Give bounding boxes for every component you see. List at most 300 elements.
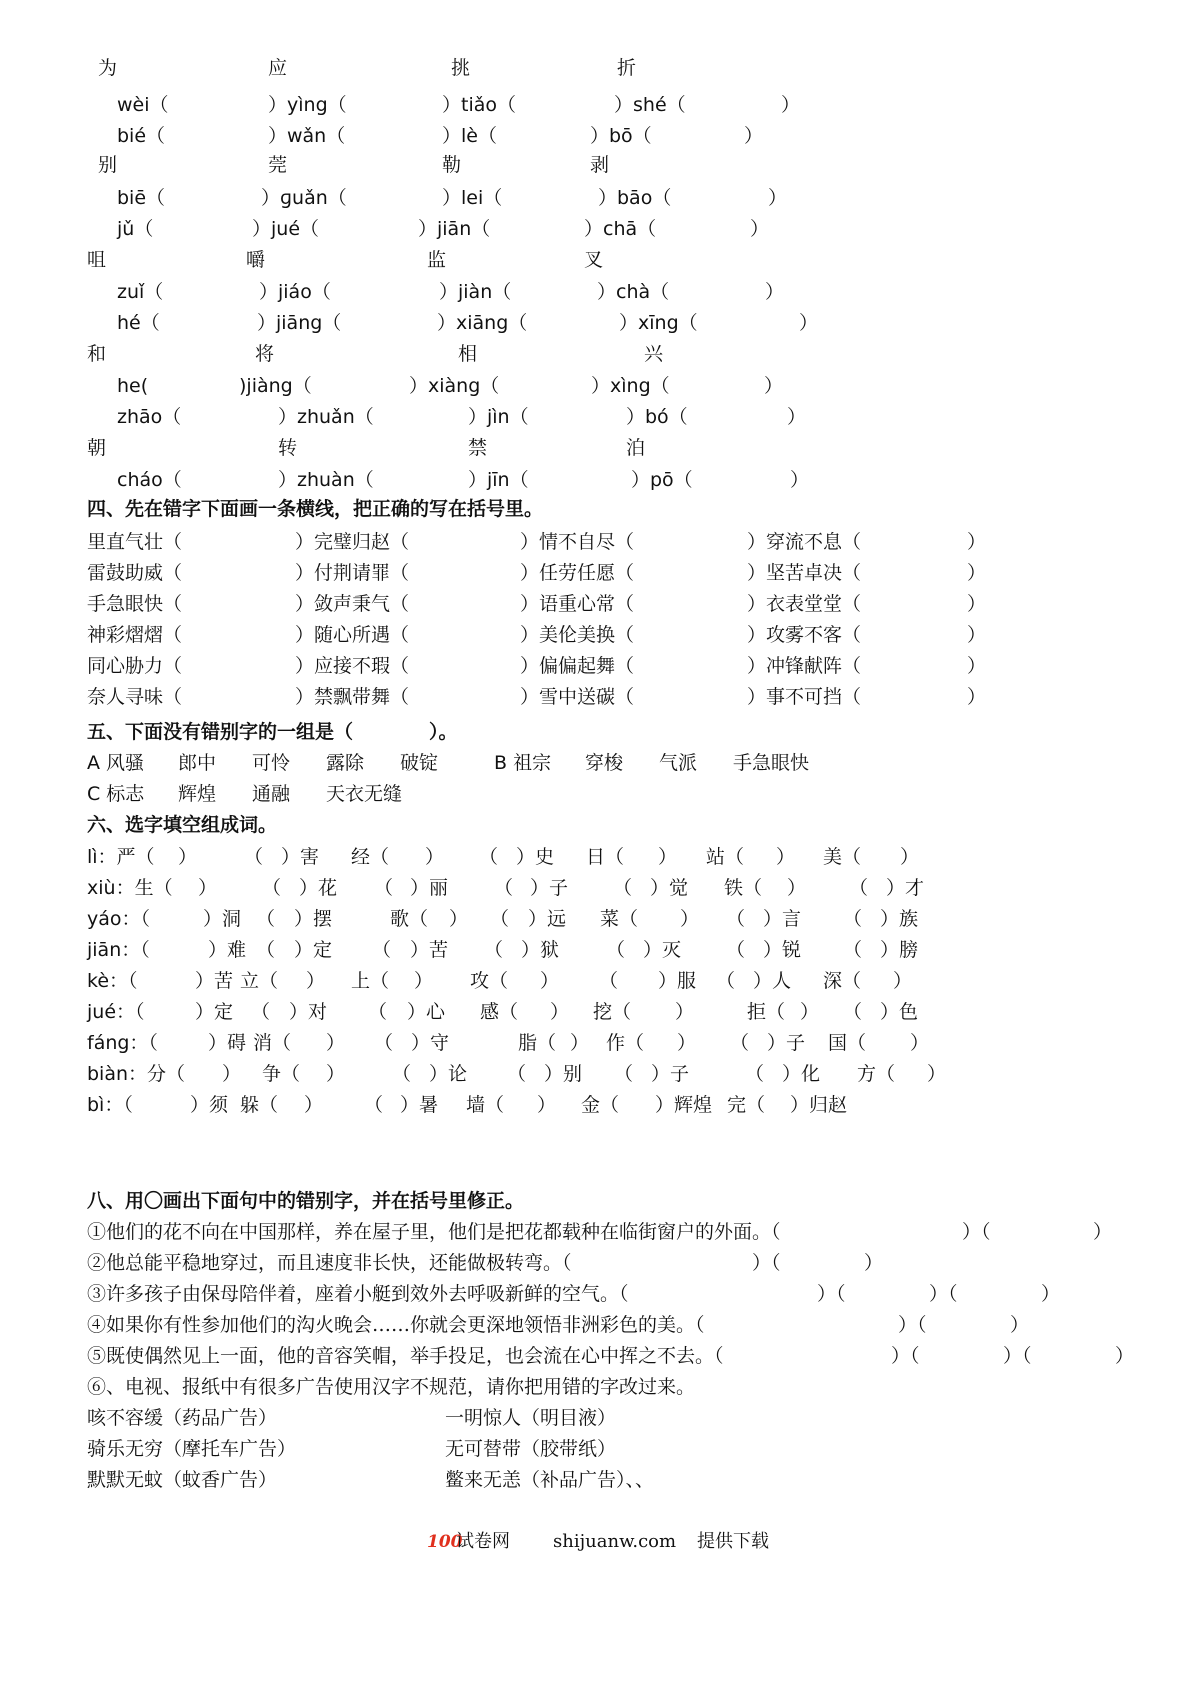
section-heading [0, 717, 1191, 747]
fill-cell: ） [537, 1094, 557, 1116]
pinyin-row [0, 277, 1191, 307]
pinyin-option: ）bō（ [590, 125, 652, 147]
char-label: 泊 [626, 437, 646, 459]
fill-cell: ） [222, 1063, 242, 1085]
sentence-part: ）（ [752, 1252, 781, 1274]
fill-cell: 菜（ [600, 908, 639, 930]
fill-cell: ）苦 [410, 939, 449, 961]
fill-cell: 完（ [727, 1094, 766, 1116]
fill-cell: 上（ [351, 970, 390, 992]
pinyin-option: ）xiāng（ [437, 312, 528, 334]
fill-cell: ）人 [753, 970, 792, 992]
fill-cell: ）守 [411, 1032, 450, 1054]
pinyin-option: ）jué（ [252, 218, 320, 240]
fill-cell: ）心 [407, 1001, 446, 1023]
pinyin-option: ）ɡuǎn（ [261, 187, 347, 209]
pinyin-option: ） [768, 187, 788, 209]
fill-cell: （ [730, 1032, 750, 1054]
fill-cell: ）言 [763, 908, 802, 930]
fill-cell: ）论 [429, 1063, 468, 1085]
word: 露除 [326, 752, 365, 774]
fill-cell: 经（ [351, 846, 390, 868]
idiom-cell: ）任劳任愿（ [520, 562, 635, 584]
fill-row [0, 842, 1191, 872]
char-label: 别 [98, 154, 118, 176]
pinyin-option: ） [799, 312, 819, 334]
pinyin-row [0, 465, 1191, 495]
fill-cell: ）定 [294, 939, 333, 961]
fill-cell: （ [368, 1001, 388, 1023]
idiom-cell: ） [967, 624, 987, 646]
download-note: 提供下载 [697, 1531, 769, 1552]
fill-cell: 争（ [262, 1063, 301, 1085]
section4-heading: 四、先在错字下面画一条横线，把正确的写在括号里。 [87, 498, 544, 520]
pinyin-option: )jiàng（ [239, 375, 312, 397]
fill-cell: ） [414, 970, 434, 992]
fill-cell: ）难 [208, 939, 247, 961]
sentence-row [0, 1310, 1191, 1340]
fill-cell: （ [716, 970, 736, 992]
sentence-part: ） [864, 1252, 884, 1274]
char-label: 转 [278, 437, 298, 459]
fill-cell: （ [606, 939, 626, 961]
page-footer [0, 1527, 1191, 1557]
pinyin-option: ）yìng（ [268, 94, 347, 116]
fill-cell: 立（ [240, 970, 279, 992]
option-c-label: C 标志 [87, 783, 145, 805]
char-label: 应 [268, 57, 288, 79]
pinyin-option: ）jiáo（ [259, 281, 331, 303]
pinyin-row [0, 121, 1191, 151]
section-heading [0, 1186, 1191, 1216]
fill-cell: （ [479, 846, 499, 868]
fill-cell: ）子 [651, 1063, 690, 1085]
fill-cell: 拒（ [747, 1001, 786, 1023]
fill-row [0, 966, 1191, 996]
fill-cell: ） [198, 877, 218, 899]
pinyin-option: ）jiàn（ [439, 281, 512, 303]
char-label: 将 [255, 343, 275, 365]
fill-row [0, 1090, 1191, 1120]
pinyin-option: he( [117, 375, 149, 397]
idiom-cell: 雷鼓助威（ [87, 562, 183, 584]
pinyin-option: biē（ [117, 187, 166, 209]
char-label: 莞 [268, 154, 288, 176]
pinyin-option: ）shé（ [614, 94, 686, 116]
idiom-row [0, 620, 1191, 650]
fill-cell: （ [372, 939, 392, 961]
fill-cell: （ [494, 877, 514, 899]
pinyin-option: ）zhuàn（ [278, 469, 374, 491]
fill-cell: （ [613, 877, 633, 899]
fill-cell: 铁（ [724, 877, 763, 899]
fill-cell: ）苦 [195, 970, 234, 992]
pinyin-option: ）chā（ [584, 218, 657, 240]
idiom-cell: ）坚苦卓决（ [747, 562, 862, 584]
char-label: 剥 [590, 154, 610, 176]
word: 手急眼快 [733, 752, 810, 774]
word: 辉煌 [178, 783, 217, 805]
option-a-label: A 风骚 [87, 752, 145, 774]
fill-cell: （ [374, 877, 394, 899]
char-row [0, 53, 1191, 83]
fill-row [0, 997, 1191, 1027]
fill-cell: ）洞 [203, 908, 242, 930]
char-row [0, 433, 1191, 463]
sentence-part: ）（ [929, 1283, 958, 1305]
idiom-cell: 同心胁力（ [87, 655, 183, 677]
idiom-cell: ）事不可挡（ [747, 686, 862, 708]
fill-cell: （ [599, 970, 619, 992]
pinyin-option: ）bāo（ [598, 187, 672, 209]
char-label: 为 [98, 57, 118, 79]
fill-cell: ） [680, 908, 700, 930]
section5-heading: 五、下面没有错别字的一组是（ ）。 [87, 721, 458, 743]
fill-cell: ）害 [281, 846, 320, 868]
idiom-cell: ）禁飘带舞（ [295, 686, 410, 708]
pinyin-option: ）lè（ [442, 125, 497, 147]
idiom-cell: ）完璧归赵（ [295, 531, 410, 553]
fill-cell: ） [927, 1063, 947, 1085]
fill-cell: ）子 [767, 1032, 806, 1054]
char-label: 咀 [87, 249, 107, 271]
idiom-cell: ）情不自尽（ [520, 531, 635, 553]
pinyin-option: ）wǎn（ [268, 125, 346, 147]
fill-cell: （ [614, 1063, 634, 1085]
sentence-part: ） [1093, 1221, 1113, 1243]
sentence-part: ⑤既使偶然见上一面，他的音容笑帽，举手投足，也会流在心中挥之不去。（ [87, 1345, 724, 1367]
fill-cell: ）归赵 [790, 1094, 848, 1116]
pinyin-option: wèi（ [117, 94, 169, 116]
pinyin-row [0, 90, 1191, 120]
fill-cell: ）色 [880, 1001, 919, 1023]
fill-cell: ） [787, 877, 807, 899]
char-label: 叉 [584, 249, 604, 271]
fill-cell: （ [843, 908, 863, 930]
fill-cell: ）才 [886, 877, 925, 899]
fill-cell: （ [745, 1063, 765, 1085]
fill-cell: （ [843, 939, 863, 961]
fill-cell: ）暑 [400, 1094, 439, 1116]
fill-cell: （ [849, 877, 869, 899]
fill-cell: lì：严（ [87, 846, 155, 868]
ad-row [0, 1403, 1191, 1433]
pinyin-row [0, 371, 1191, 401]
sentence-part: ）（ [817, 1283, 846, 1305]
fill-cell: （ [256, 908, 276, 930]
idiom-cell: ）穿流不息（ [747, 531, 862, 553]
char-row [0, 150, 1191, 180]
idiom-cell: ）雪中送碳（ [520, 686, 635, 708]
idiom-cell: 手急眼快（ [87, 593, 183, 615]
fill-cell: （ [507, 1063, 527, 1085]
char-label: 挑 [451, 57, 471, 79]
fill-cell: ） [550, 1001, 570, 1023]
pinyin-row [0, 308, 1191, 338]
fill-cell: ） [326, 1032, 346, 1054]
sentence-part: ）（ [891, 1345, 920, 1367]
pinyin-option: zhāo（ [117, 406, 182, 428]
idiom-cell: ） [967, 593, 987, 615]
pinyin-option: zuǐ（ [117, 281, 164, 303]
pinyin-option: ） [750, 218, 770, 240]
pinyin-option: ） [781, 94, 801, 116]
idiom-cell: ）随心所遇（ [295, 624, 410, 646]
sentence-part: ） [1010, 1314, 1030, 1336]
char-label: 折 [617, 57, 637, 79]
idiom-cell: ） [967, 686, 987, 708]
fill-cell: ） [800, 1001, 820, 1023]
word: 天衣无缝 [326, 783, 403, 805]
fill-cell: 金（ [581, 1094, 620, 1116]
idiom-cell: ）攻雾不客（ [747, 624, 862, 646]
fill-row [0, 935, 1191, 965]
fill-cell: （ [490, 908, 510, 930]
pinyin-option: hé（ [117, 312, 160, 334]
pinyin-option: ）xìng（ [591, 375, 670, 397]
fill-cell: 日（ [586, 846, 625, 868]
fill-cell: 脂（ [518, 1032, 557, 1054]
idiom-cell: ）衣表堂堂（ [747, 593, 862, 615]
pinyin-option: ）bó（ [626, 406, 688, 428]
pinyin-option: ）tiǎo（ [442, 94, 516, 116]
idiom-cell: 奈人寻味（ [87, 686, 183, 708]
fill-cell: ）服 [658, 970, 697, 992]
char-label: 朝 [87, 437, 107, 459]
char-label: 监 [427, 249, 447, 271]
char-label: 和 [87, 343, 107, 365]
fill-cell: （ [262, 877, 282, 899]
word: 破锭 [400, 752, 439, 774]
fill-cell: ） [178, 846, 198, 868]
pinyin-option: cháo（ [117, 469, 182, 491]
ad-text: 骑乐无穷（摩托车广告） [87, 1438, 297, 1460]
fill-cell: ）子 [530, 877, 569, 899]
fill-cell: ）狱 [521, 939, 560, 961]
idiom-cell: 神彩熠熠（ [87, 624, 183, 646]
fill-cell: 国（ [828, 1032, 867, 1054]
fill-cell: biàn：分（ [87, 1063, 186, 1085]
sentence-part: ） [1115, 1345, 1135, 1367]
fill-cell: ）远 [528, 908, 567, 930]
fill-cell: ） [306, 970, 326, 992]
fill-cell: ）锐 [763, 939, 802, 961]
fill-cell: fáng：（ [87, 1032, 158, 1054]
char-row [0, 245, 1191, 275]
idiom-cell: ） [967, 531, 987, 553]
char-row [0, 339, 1191, 369]
pinyin-option: ）chà（ [597, 281, 670, 303]
fill-cell: 深（ [823, 970, 862, 992]
fill-cell: ）对 [289, 1001, 328, 1023]
fill-cell: ）辉煌 [655, 1094, 713, 1116]
char-label: 兴 [644, 343, 664, 365]
sentence-row [0, 1341, 1191, 1371]
pinyin-option: ）pō（ [631, 469, 693, 491]
fill-cell: ）膀 [880, 939, 919, 961]
ad-text: 咳不容缓（药品广告） [87, 1407, 278, 1429]
sentence-part: ） [1041, 1283, 1061, 1305]
fill-cell: ） [776, 846, 796, 868]
fill-cell: ） [449, 908, 469, 930]
idiom-cell: ）应接不瑕（ [295, 655, 410, 677]
fill-cell: （ [256, 939, 276, 961]
sentence-row [0, 1248, 1191, 1278]
fill-cell: ）别 [544, 1063, 583, 1085]
pinyin-option: ） [790, 469, 810, 491]
fill-cell: ）化 [782, 1063, 821, 1085]
pinyin-row [0, 183, 1191, 213]
idiom-cell: ）偏偏起舞（ [520, 655, 635, 677]
idiom-row [0, 589, 1191, 619]
idiom-row [0, 682, 1191, 712]
fill-cell: （ [392, 1063, 412, 1085]
section-heading [0, 494, 1191, 524]
fill-cell: ） [677, 1032, 697, 1054]
sentence-part: ）（ [1003, 1345, 1032, 1367]
pinyin-row [0, 402, 1191, 432]
pinyin-option: ）zhuǎn（ [278, 406, 374, 428]
ad-text: 无可替带（胶带纸） [445, 1438, 617, 1460]
sentence-part: ④如果你有性参加他们的沟火晚会……你就会更深地领悟非洲彩色的美。（ [87, 1314, 705, 1336]
option-row [0, 748, 1191, 778]
fill-cell: 歌（ [390, 908, 429, 930]
word: 郎中 [178, 752, 217, 774]
fill-cell: ） [675, 1001, 695, 1023]
pinyin-option: ）lei（ [442, 187, 503, 209]
fill-cell: jiān：（ [87, 939, 150, 961]
idiom-cell: ）敛声秉气（ [295, 593, 410, 615]
fill-cell: ） [304, 1094, 324, 1116]
fill-cell: （ [364, 1094, 384, 1116]
fill-cell: （ [726, 908, 746, 930]
fill-cell: （ [374, 1032, 394, 1054]
fill-cell: bì：（ [87, 1094, 133, 1116]
fill-cell: ）丽 [410, 877, 449, 899]
fill-cell: 躲（ [240, 1094, 279, 1116]
section8-heading: 八、用〇画出下面句中的错别字，并在括号里修正。 [87, 1190, 525, 1212]
sentence-row [0, 1217, 1191, 1247]
fill-cell: 方（ [857, 1063, 896, 1085]
pinyin-option: bié（ [117, 125, 166, 147]
fill-cell: （ [244, 846, 264, 868]
sentence-part: ②他总能平稳地穿过，而且速度非长快，还能做极转弯。（ [87, 1252, 572, 1274]
idiom-cell: ）冲锋献阵（ [747, 655, 862, 677]
fill-cell: yáo：（ [87, 908, 151, 930]
fill-cell: 感（ [480, 1001, 519, 1023]
section6-heading: 六、选字填空组成词。 [87, 814, 278, 836]
fill-cell: ）灭 [643, 939, 682, 961]
word: 通融 [252, 783, 291, 805]
fill-row [0, 904, 1191, 934]
sentence-part: ）（ [898, 1314, 927, 1336]
idiom-cell: ）美伦美换（ [520, 624, 635, 646]
fill-cell: ） [540, 970, 560, 992]
char-label: 勒 [442, 154, 462, 176]
pinyin-option: ） [765, 281, 785, 303]
fill-cell: ）摆 [294, 908, 333, 930]
char-label: 相 [458, 343, 478, 365]
fill-cell: ）族 [880, 908, 919, 930]
fill-cell: ）史 [516, 846, 555, 868]
fill-row [0, 1028, 1191, 1058]
section-heading [0, 810, 1191, 840]
idiom-row [0, 527, 1191, 557]
ad-text: 一明惊人（明目液） [445, 1407, 617, 1429]
option-b-label: B 祖宗 [494, 752, 552, 774]
ad-text: 默默无蚊（蚊香广告） [87, 1469, 278, 1491]
fill-row [0, 873, 1191, 903]
fill-cell: ） [900, 846, 920, 868]
pinyin-option: ） [744, 125, 764, 147]
pinyin-option: ）jīn（ [468, 469, 529, 491]
pinyin-row [0, 214, 1191, 244]
idiom-row [0, 651, 1191, 681]
site-url[interactable]: shijuanw.com [553, 1531, 677, 1552]
fill-cell: ） [425, 846, 445, 868]
pinyin-option: ）jiān（ [418, 218, 491, 240]
ad-row [0, 1465, 1191, 1495]
fill-cell: （ [251, 1001, 271, 1023]
idiom-cell: ） [967, 562, 987, 584]
pinyin-option: ）xiàng（ [409, 375, 500, 397]
fill-cell: ） [570, 1032, 590, 1054]
fill-cell: ） [658, 846, 678, 868]
item6-text: ⑥、电视、报纸中有很多广告使用汉字不规范，请你把用错的字改过来。 [87, 1376, 696, 1398]
fill-cell: （ [843, 1001, 863, 1023]
fill-cell: ）须 [190, 1094, 229, 1116]
fill-cell: ）碍 [208, 1032, 247, 1054]
ad-row [0, 1434, 1191, 1464]
fill-cell: xiù：生（ [87, 877, 173, 899]
word: 气派 [659, 752, 698, 774]
pinyin-option: ）jiāng（ [257, 312, 342, 334]
idiom-cell: ） [967, 655, 987, 677]
word: 穿梭 [585, 752, 624, 774]
idiom-cell: 里直气壮（ [87, 531, 183, 553]
pinyin-option: jǔ（ [117, 218, 154, 240]
fill-cell: （ [484, 939, 504, 961]
ad-text: 鳖来无恙（补品广告）、、 [445, 1469, 655, 1491]
idiom-cell: ）语重心常（ [520, 593, 635, 615]
fill-cell: 站（ [706, 846, 745, 868]
fill-cell: ） [326, 1063, 346, 1085]
fill-cell: 攻（ [470, 970, 509, 992]
fill-cell: 作（ [606, 1032, 645, 1054]
char-label: 嚼 [246, 249, 266, 271]
sentence-part: ③许多孩子由保母陪伴着，座着小艇到效外去呼吸新鲜的空气。（ [87, 1283, 629, 1305]
idiom-row [0, 558, 1191, 588]
fill-cell: ） [910, 1032, 930, 1054]
fill-cell: ） [893, 970, 913, 992]
pinyin-option: ）jìn（ [468, 406, 529, 428]
fill-cell: 美（ [823, 846, 862, 868]
fill-cell: ）花 [299, 877, 338, 899]
fill-cell: 消（ [253, 1032, 292, 1054]
word: 可怜 [252, 752, 291, 774]
item6-row [0, 1372, 1191, 1402]
idiom-cell: ）付荆请罪（ [295, 562, 410, 584]
option-row [0, 779, 1191, 809]
site-name: 试卷网 [456, 1531, 510, 1552]
fill-cell: ）觉 [650, 877, 689, 899]
fill-cell: 挖（ [593, 1001, 632, 1023]
fill-cell: ）定 [195, 1001, 234, 1023]
sentence-row [0, 1279, 1191, 1309]
pinyin-option: ） [764, 375, 784, 397]
site-logo: 100 [427, 1532, 463, 1552]
fill-cell: （ [726, 939, 746, 961]
